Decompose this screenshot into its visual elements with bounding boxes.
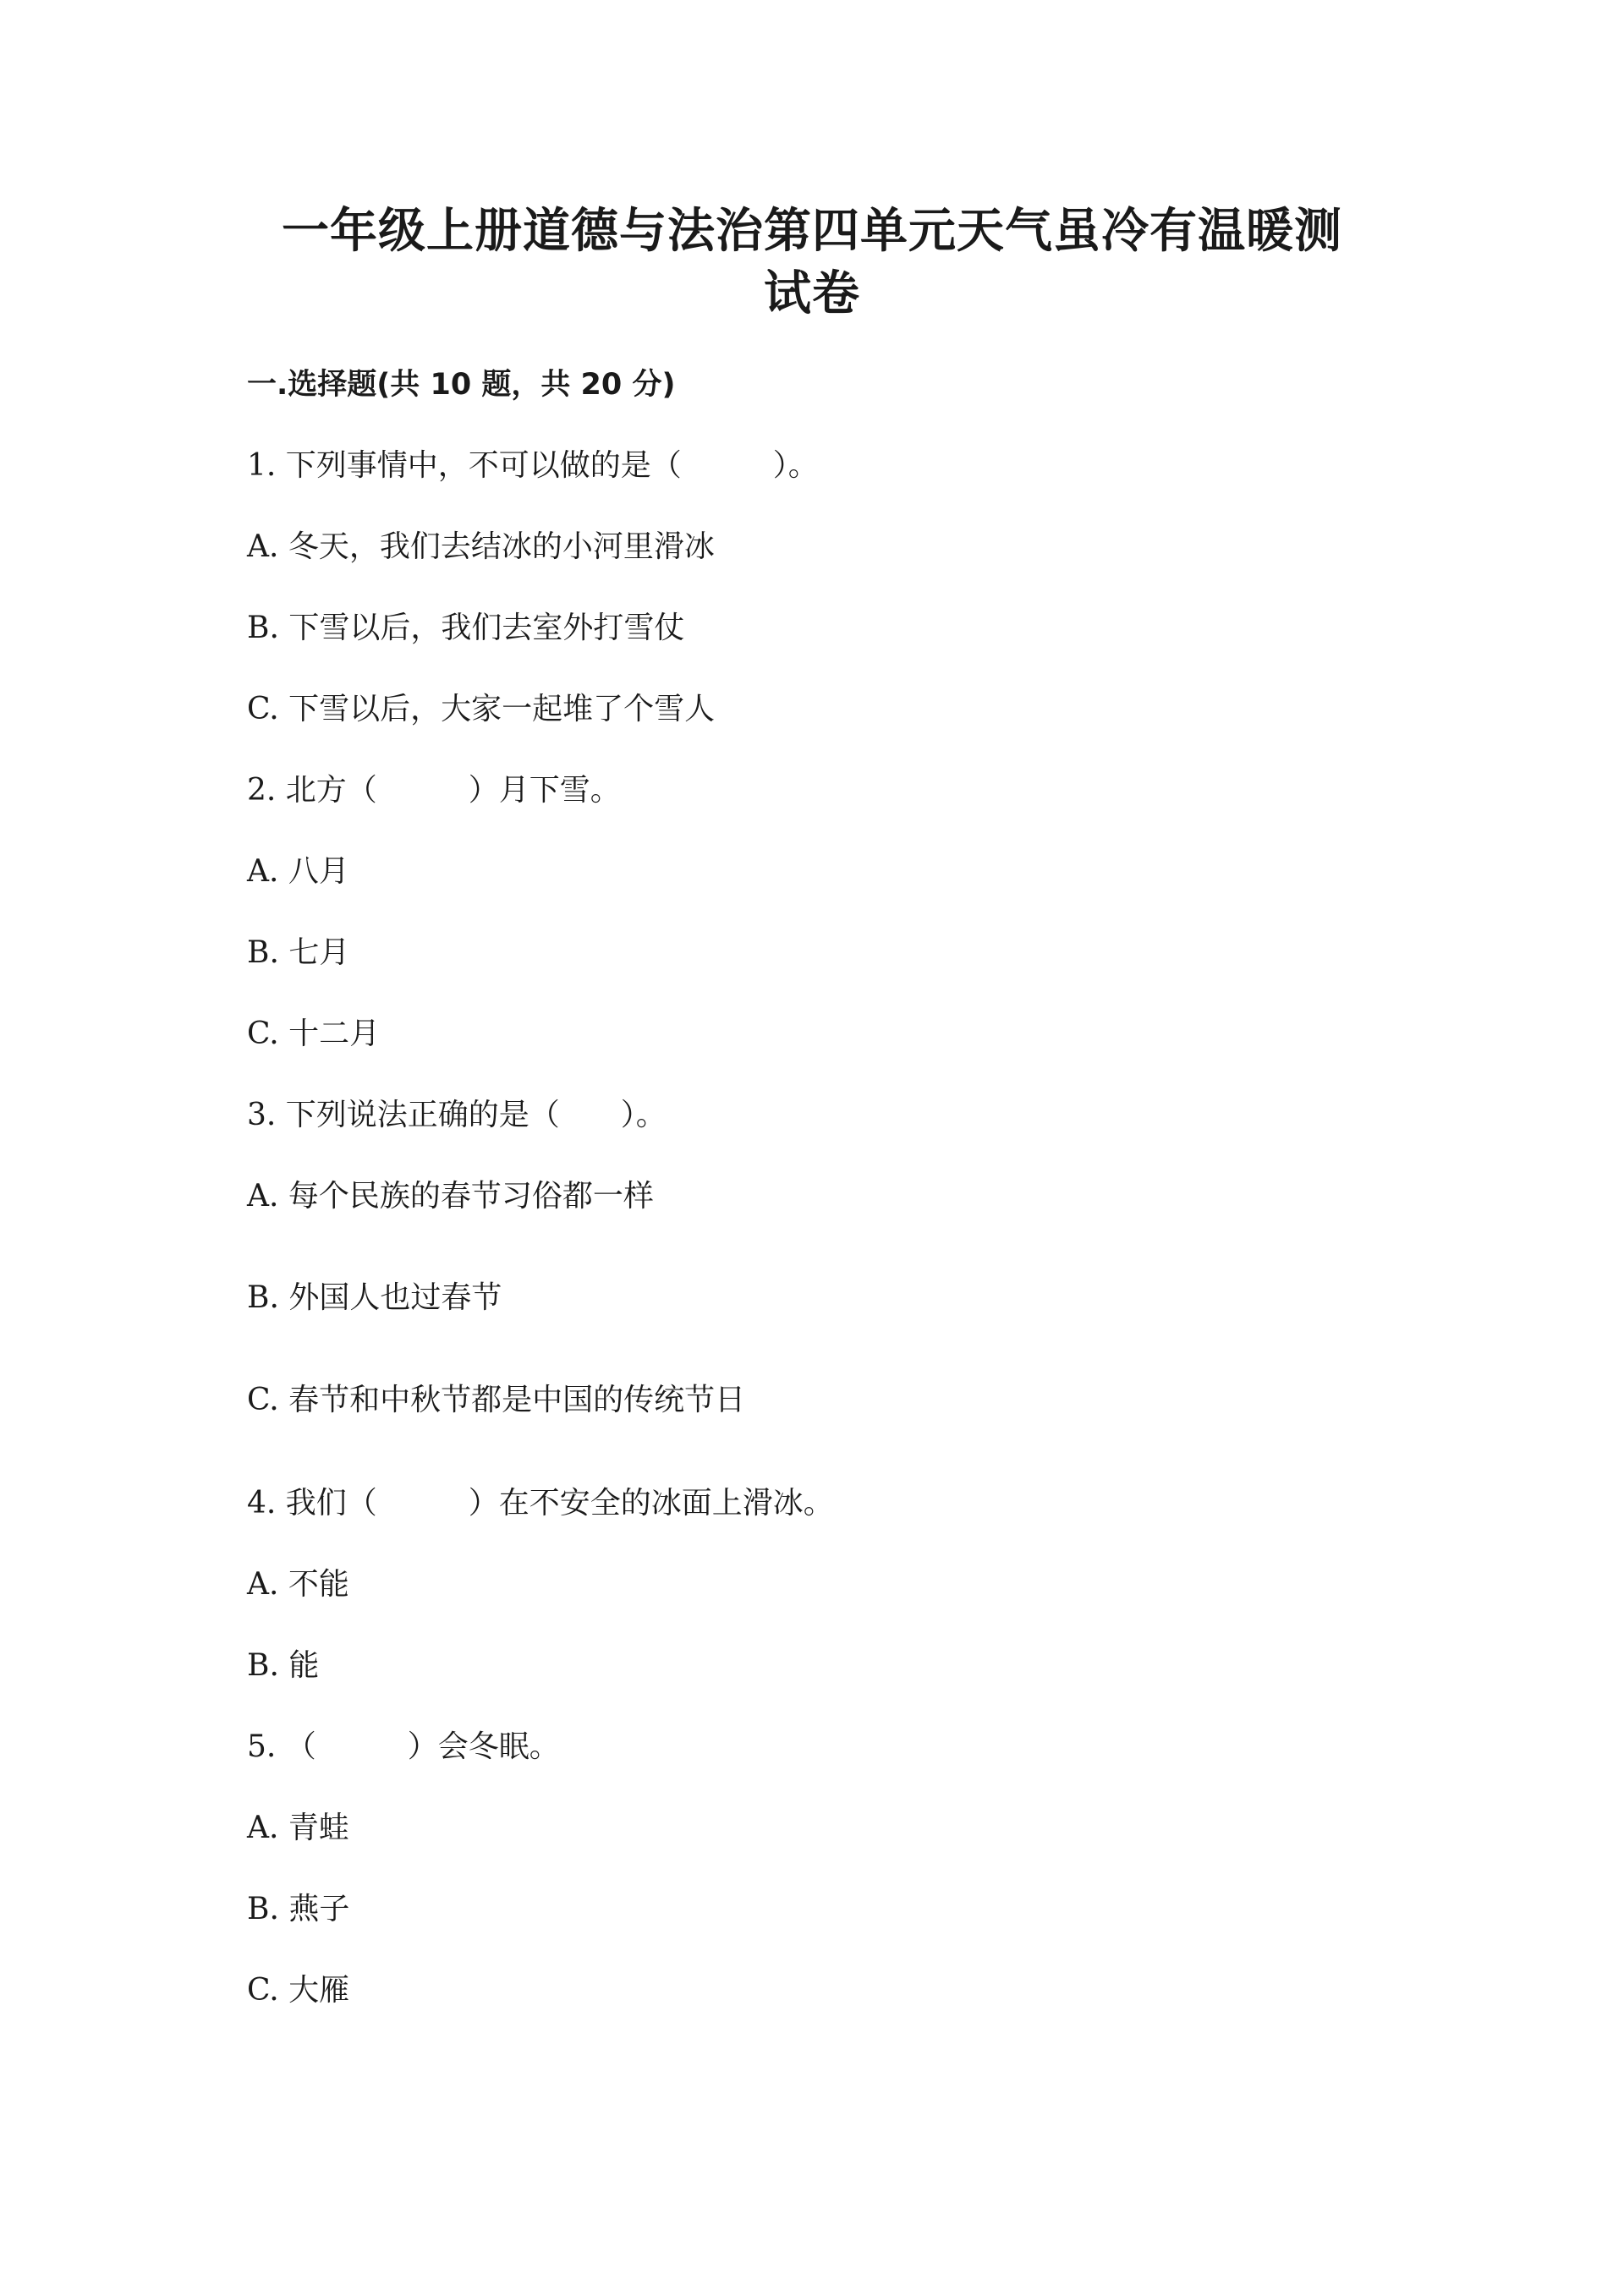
- question-5-option-c: C. 大雁: [247, 1973, 350, 2008]
- page-title-line-1: 一年级上册道德与法治第四单元天气虽冷有温暖测: [282, 204, 1342, 259]
- question-4-option-b: B. 能: [247, 1648, 320, 1683]
- question-2-option-b: B. 七月: [247, 935, 350, 970]
- question-4-stem: 4. 我们（ ）在不安全的冰面上滑冰。: [247, 1486, 834, 1521]
- question-3-option-a: A. 每个民族的春节习俗都一样: [247, 1179, 654, 1214]
- question-1-option-a: A. 冬天，我们去结冰的小河里滑冰: [247, 529, 715, 564]
- question-3-option-b: B. 外国人也过春节: [247, 1280, 502, 1315]
- page-title-line-2: 试卷: [764, 266, 860, 321]
- question-2-stem: 2. 北方（ ）月下雪。: [247, 773, 621, 808]
- question-2-option-c: C. 十二月: [247, 1016, 381, 1051]
- question-1-option-b: B. 下雪以后，我们去室外打雪仗: [247, 611, 685, 645]
- question-1-stem: 1. 下列事情中，不可以做的是（ ）。: [247, 448, 819, 483]
- question-5-stem: 5. （ ）会冬眠。: [247, 1729, 560, 1764]
- question-4-option-a: A. 不能: [247, 1567, 349, 1602]
- question-3-option-c: C. 春节和中秋节都是中国的传统节日: [247, 1383, 746, 1417]
- question-3-stem: 3. 下列说法正确的是（ ）。: [247, 1098, 667, 1132]
- section-heading: 一.选择题(共 10 题，共 20 分): [247, 368, 676, 402]
- question-5-option-b: B. 燕子: [247, 1892, 350, 1926]
- question-5-option-a: A. 青蛙: [247, 1811, 349, 1845]
- question-1-option-c: C. 下雪以后，大家一起堆了个雪人: [247, 692, 716, 726]
- question-2-option-a: A. 八月: [247, 854, 349, 889]
